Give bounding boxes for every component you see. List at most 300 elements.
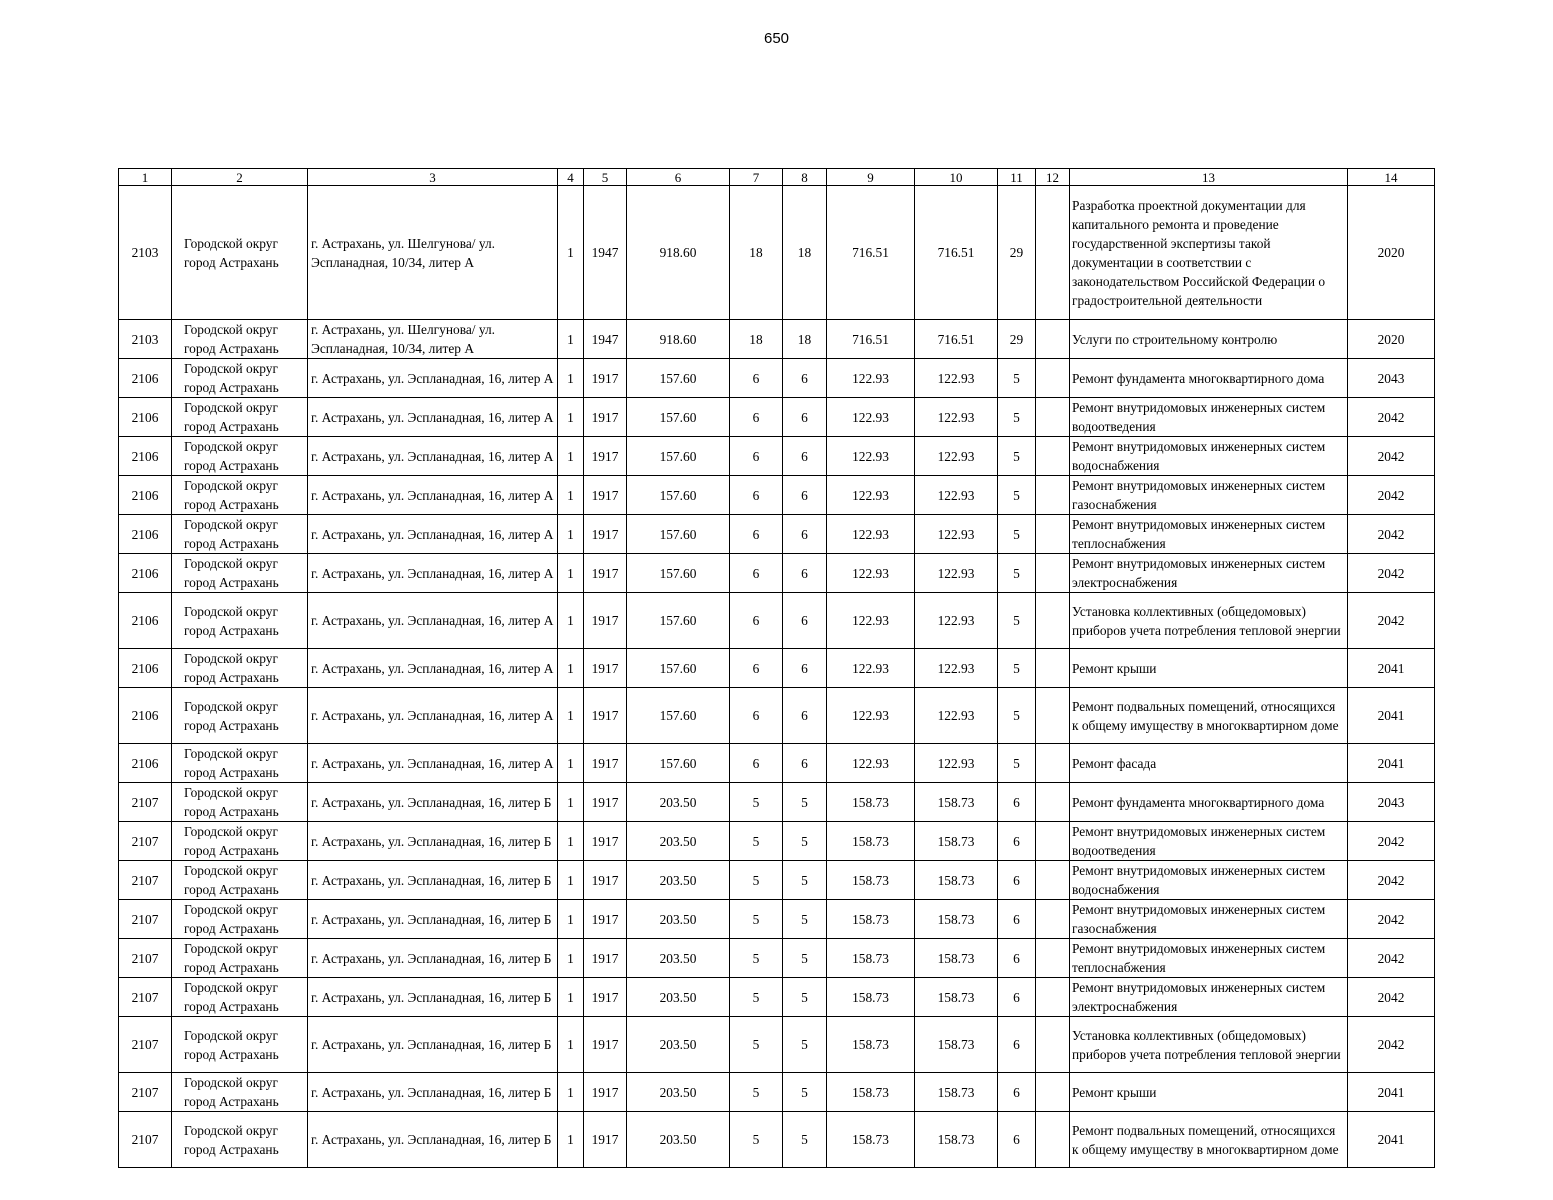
col7-cell: 6 bbox=[730, 437, 783, 476]
total-area-cell: 157.60 bbox=[627, 476, 730, 515]
work-type-cell: Ремонт фасада bbox=[1070, 744, 1348, 783]
col8-cell: 6 bbox=[783, 437, 827, 476]
col8-cell: 6 bbox=[783, 398, 827, 437]
col4-cell: 1 bbox=[558, 688, 584, 744]
total-area-cell: 157.60 bbox=[627, 744, 730, 783]
col11-cell: 29 bbox=[998, 320, 1036, 359]
work-type-cell: Ремонт фундамента многоквартирного дома bbox=[1070, 359, 1348, 398]
col10-cell: 122.93 bbox=[915, 359, 998, 398]
col8-cell: 6 bbox=[783, 593, 827, 649]
table-row bbox=[119, 688, 1435, 744]
col12-cell bbox=[1036, 688, 1070, 744]
planned-year-cell: 2042 bbox=[1348, 593, 1435, 649]
col4-cell: 1 bbox=[558, 554, 584, 593]
col9-cell: 716.51 bbox=[827, 320, 915, 359]
table-row bbox=[119, 476, 1435, 515]
building-id-cell: 2107 bbox=[119, 900, 172, 939]
work-type-cell: Ремонт крыши bbox=[1070, 649, 1348, 688]
col10-cell: 122.93 bbox=[915, 398, 998, 437]
col11-cell: 6 bbox=[998, 1017, 1036, 1073]
table-row bbox=[119, 320, 1435, 359]
col4-cell: 1 bbox=[558, 1017, 584, 1073]
year-built-cell: 1917 bbox=[584, 744, 627, 783]
work-type-cell: Ремонт внутридомовых инженерных систем газоснабжения bbox=[1070, 900, 1348, 939]
col11-cell: 29 bbox=[998, 186, 1036, 320]
col10-cell: 158.73 bbox=[915, 939, 998, 978]
municipality-cell: Городской округ город Астрахань bbox=[172, 861, 308, 900]
table-row bbox=[119, 900, 1435, 939]
column-number-row bbox=[119, 169, 1435, 186]
col9-cell: 716.51 bbox=[827, 186, 915, 320]
col12-cell bbox=[1036, 476, 1070, 515]
total-area-cell: 203.50 bbox=[627, 783, 730, 822]
col9-cell: 122.93 bbox=[827, 398, 915, 437]
year-built-cell: 1947 bbox=[584, 186, 627, 320]
address-cell: г. Астрахань, ул. Эспланадная, 16, литер А bbox=[308, 515, 558, 554]
col8-cell: 5 bbox=[783, 1017, 827, 1073]
table-row bbox=[119, 861, 1435, 900]
column-header: 10 bbox=[915, 169, 998, 186]
planned-year-cell: 2042 bbox=[1348, 554, 1435, 593]
col11-cell: 5 bbox=[998, 593, 1036, 649]
col4-cell: 1 bbox=[558, 1073, 584, 1112]
col9-cell: 158.73 bbox=[827, 861, 915, 900]
year-built-cell: 1917 bbox=[584, 939, 627, 978]
col12-cell bbox=[1036, 554, 1070, 593]
column-header: 13 bbox=[1070, 169, 1348, 186]
col7-cell: 18 bbox=[730, 186, 783, 320]
col7-cell: 6 bbox=[730, 688, 783, 744]
col10-cell: 158.73 bbox=[915, 822, 998, 861]
col11-cell: 6 bbox=[998, 1073, 1036, 1112]
col10-cell: 122.93 bbox=[915, 554, 998, 593]
col10-cell: 158.73 bbox=[915, 1017, 998, 1073]
col8-cell: 5 bbox=[783, 1073, 827, 1112]
year-built-cell: 1917 bbox=[584, 783, 627, 822]
year-built-cell: 1917 bbox=[584, 515, 627, 554]
col4-cell: 1 bbox=[558, 861, 584, 900]
col9-cell: 158.73 bbox=[827, 978, 915, 1017]
municipality-cell: Городской округ город Астрахань bbox=[172, 398, 308, 437]
col7-cell: 6 bbox=[730, 554, 783, 593]
municipality-cell: Городской округ город Астрахань bbox=[172, 320, 308, 359]
planned-year-cell: 2042 bbox=[1348, 1017, 1435, 1073]
planned-year-cell: 2042 bbox=[1348, 437, 1435, 476]
work-type-cell: Ремонт внутридомовых инженерных систем водоснабжения bbox=[1070, 861, 1348, 900]
col9-cell: 122.93 bbox=[827, 688, 915, 744]
work-type-cell: Ремонт внутридомовых инженерных систем водоснабжения bbox=[1070, 437, 1348, 476]
table-row bbox=[119, 744, 1435, 783]
column-header: 1 bbox=[119, 169, 172, 186]
col4-cell: 1 bbox=[558, 939, 584, 978]
total-area-cell: 157.60 bbox=[627, 593, 730, 649]
municipality-cell: Городской округ город Астрахань bbox=[172, 744, 308, 783]
col8-cell: 6 bbox=[783, 359, 827, 398]
col12-cell bbox=[1036, 978, 1070, 1017]
total-area-cell: 203.50 bbox=[627, 861, 730, 900]
work-type-cell: Ремонт внутридомовых инженерных систем электроснабжения bbox=[1070, 554, 1348, 593]
col12-cell bbox=[1036, 1017, 1070, 1073]
column-header: 2 bbox=[172, 169, 308, 186]
total-area-cell: 203.50 bbox=[627, 822, 730, 861]
work-type-cell: Ремонт внутридомовых инженерных систем водоотведения bbox=[1070, 398, 1348, 437]
col10-cell: 716.51 bbox=[915, 320, 998, 359]
col8-cell: 5 bbox=[783, 939, 827, 978]
total-area-cell: 203.50 bbox=[627, 1017, 730, 1073]
total-area-cell: 157.60 bbox=[627, 398, 730, 437]
address-cell: г. Астрахань, ул. Эспланадная, 16, литер А bbox=[308, 688, 558, 744]
col7-cell: 5 bbox=[730, 1017, 783, 1073]
col9-cell: 158.73 bbox=[827, 900, 915, 939]
year-built-cell: 1917 bbox=[584, 900, 627, 939]
col4-cell: 1 bbox=[558, 978, 584, 1017]
col8-cell: 18 bbox=[783, 320, 827, 359]
work-type-cell: Ремонт подвальных помещений, относящихся к общему имуществу в многоквартирном доме bbox=[1070, 688, 1348, 744]
year-built-cell: 1917 bbox=[584, 437, 627, 476]
work-type-cell: Ремонт внутридомовых инженерных систем водоотведения bbox=[1070, 822, 1348, 861]
municipality-cell: Городской округ город Астрахань bbox=[172, 476, 308, 515]
table-row bbox=[119, 1112, 1435, 1168]
col12-cell bbox=[1036, 744, 1070, 783]
municipality-cell: Городской округ город Астрахань bbox=[172, 649, 308, 688]
planned-year-cell: 2041 bbox=[1348, 1073, 1435, 1112]
repair-program-table bbox=[118, 168, 1435, 1168]
col7-cell: 6 bbox=[730, 649, 783, 688]
col11-cell: 5 bbox=[998, 437, 1036, 476]
planned-year-cell: 2042 bbox=[1348, 398, 1435, 437]
col11-cell: 5 bbox=[998, 688, 1036, 744]
table-row bbox=[119, 554, 1435, 593]
building-id-cell: 2107 bbox=[119, 861, 172, 900]
col4-cell: 1 bbox=[558, 822, 584, 861]
total-area-cell: 157.60 bbox=[627, 688, 730, 744]
col9-cell: 122.93 bbox=[827, 744, 915, 783]
municipality-cell: Городской округ город Астрахань bbox=[172, 939, 308, 978]
municipality-cell: Городской округ город Астрахань bbox=[172, 1112, 308, 1168]
col9-cell: 158.73 bbox=[827, 822, 915, 861]
col4-cell: 1 bbox=[558, 437, 584, 476]
municipality-cell: Городской округ город Астрахань bbox=[172, 900, 308, 939]
col8-cell: 6 bbox=[783, 554, 827, 593]
work-type-cell: Ремонт внутридомовых инженерных систем теплоснабжения bbox=[1070, 515, 1348, 554]
planned-year-cell: 2041 bbox=[1348, 744, 1435, 783]
col4-cell: 1 bbox=[558, 900, 584, 939]
year-built-cell: 1917 bbox=[584, 1073, 627, 1112]
planned-year-cell: 2042 bbox=[1348, 515, 1435, 554]
building-id-cell: 2106 bbox=[119, 688, 172, 744]
col12-cell bbox=[1036, 861, 1070, 900]
col11-cell: 5 bbox=[998, 744, 1036, 783]
planned-year-cell: 2042 bbox=[1348, 900, 1435, 939]
col12-cell bbox=[1036, 1112, 1070, 1168]
municipality-cell: Городской округ город Астрахань bbox=[172, 515, 308, 554]
table-row bbox=[119, 822, 1435, 861]
column-header: 3 bbox=[308, 169, 558, 186]
planned-year-cell: 2041 bbox=[1348, 1112, 1435, 1168]
col7-cell: 6 bbox=[730, 593, 783, 649]
address-cell: г. Астрахань, ул. Эспланадная, 16, литер Б bbox=[308, 1112, 558, 1168]
col4-cell: 1 bbox=[558, 515, 584, 554]
address-cell: г. Астрахань, ул. Эспланадная, 16, литер А bbox=[308, 437, 558, 476]
column-header: 11 bbox=[998, 169, 1036, 186]
col7-cell: 5 bbox=[730, 1112, 783, 1168]
column-header: 5 bbox=[584, 169, 627, 186]
col10-cell: 158.73 bbox=[915, 783, 998, 822]
col8-cell: 5 bbox=[783, 822, 827, 861]
municipality-cell: Городской округ город Астрахань bbox=[172, 437, 308, 476]
work-type-cell: Установка коллективных (общедомовых) приборов учета потребления тепловой энергии bbox=[1070, 593, 1348, 649]
col8-cell: 6 bbox=[783, 476, 827, 515]
table-row bbox=[119, 939, 1435, 978]
year-built-cell: 1917 bbox=[584, 593, 627, 649]
table-row bbox=[119, 1017, 1435, 1073]
building-id-cell: 2107 bbox=[119, 1017, 172, 1073]
col7-cell: 5 bbox=[730, 978, 783, 1017]
building-id-cell: 2107 bbox=[119, 939, 172, 978]
col11-cell: 6 bbox=[998, 861, 1036, 900]
address-cell: г. Астрахань, ул. Эспланадная, 16, литер А bbox=[308, 359, 558, 398]
address-cell: г. Астрахань, ул. Эспланадная, 16, литер Б bbox=[308, 783, 558, 822]
col8-cell: 6 bbox=[783, 688, 827, 744]
col4-cell: 1 bbox=[558, 744, 584, 783]
total-area-cell: 203.50 bbox=[627, 978, 730, 1017]
column-header: 9 bbox=[827, 169, 915, 186]
building-id-cell: 2106 bbox=[119, 593, 172, 649]
col8-cell: 6 bbox=[783, 744, 827, 783]
work-type-cell: Ремонт внутридомовых инженерных систем газоснабжения bbox=[1070, 476, 1348, 515]
col12-cell bbox=[1036, 649, 1070, 688]
work-type-cell: Установка коллективных (общедомовых) приборов учета потребления тепловой энергии bbox=[1070, 1017, 1348, 1073]
column-header: 8 bbox=[783, 169, 827, 186]
col4-cell: 1 bbox=[558, 649, 584, 688]
planned-year-cell: 2020 bbox=[1348, 320, 1435, 359]
address-cell: г. Астрахань, ул. Эспланадная, 16, литер А bbox=[308, 554, 558, 593]
col9-cell: 158.73 bbox=[827, 783, 915, 822]
table-row bbox=[119, 186, 1435, 320]
col9-cell: 122.93 bbox=[827, 593, 915, 649]
work-type-cell: Услуги по строительному контролю bbox=[1070, 320, 1348, 359]
col7-cell: 6 bbox=[730, 744, 783, 783]
year-built-cell: 1917 bbox=[584, 1017, 627, 1073]
col12-cell bbox=[1036, 398, 1070, 437]
municipality-cell: Городской округ город Астрахань bbox=[172, 978, 308, 1017]
col9-cell: 158.73 bbox=[827, 939, 915, 978]
municipality-cell: Городской округ город Астрахань bbox=[172, 783, 308, 822]
total-area-cell: 918.60 bbox=[627, 186, 730, 320]
col4-cell: 1 bbox=[558, 320, 584, 359]
col12-cell bbox=[1036, 437, 1070, 476]
building-id-cell: 2107 bbox=[119, 783, 172, 822]
total-area-cell: 203.50 bbox=[627, 1112, 730, 1168]
year-built-cell: 1917 bbox=[584, 861, 627, 900]
col9-cell: 158.73 bbox=[827, 1017, 915, 1073]
planned-year-cell: 2020 bbox=[1348, 186, 1435, 320]
col4-cell: 1 bbox=[558, 186, 584, 320]
year-built-cell: 1947 bbox=[584, 320, 627, 359]
work-type-cell: Разработка проектной документации для капитального ремонта и проведение государственной экспертизы такой документации в соответствии с законодательством Российской Федерации о градостроительной деятельности bbox=[1070, 186, 1348, 320]
col9-cell: 122.93 bbox=[827, 649, 915, 688]
col12-cell bbox=[1036, 359, 1070, 398]
col12-cell bbox=[1036, 515, 1070, 554]
work-type-cell: Ремонт внутридомовых инженерных систем теплоснабжения bbox=[1070, 939, 1348, 978]
column-header: 4 bbox=[558, 169, 584, 186]
year-built-cell: 1917 bbox=[584, 649, 627, 688]
col7-cell: 6 bbox=[730, 515, 783, 554]
work-type-cell: Ремонт крыши bbox=[1070, 1073, 1348, 1112]
col7-cell: 5 bbox=[730, 900, 783, 939]
total-area-cell: 157.60 bbox=[627, 554, 730, 593]
col7-cell: 5 bbox=[730, 1073, 783, 1112]
total-area-cell: 157.60 bbox=[627, 515, 730, 554]
total-area-cell: 157.60 bbox=[627, 649, 730, 688]
col11-cell: 5 bbox=[998, 398, 1036, 437]
col11-cell: 6 bbox=[998, 900, 1036, 939]
col9-cell: 122.93 bbox=[827, 359, 915, 398]
col10-cell: 122.93 bbox=[915, 688, 998, 744]
total-area-cell: 203.50 bbox=[627, 939, 730, 978]
year-built-cell: 1917 bbox=[584, 476, 627, 515]
col9-cell: 158.73 bbox=[827, 1112, 915, 1168]
year-built-cell: 1917 bbox=[584, 688, 627, 744]
building-id-cell: 2107 bbox=[119, 1112, 172, 1168]
building-id-cell: 2103 bbox=[119, 320, 172, 359]
address-cell: г. Астрахань, ул. Эспланадная, 16, литер Б bbox=[308, 978, 558, 1017]
col8-cell: 5 bbox=[783, 978, 827, 1017]
year-built-cell: 1917 bbox=[584, 1112, 627, 1168]
column-header: 12 bbox=[1036, 169, 1070, 186]
table-row bbox=[119, 359, 1435, 398]
address-cell: г. Астрахань, ул. Эспланадная, 16, литер А bbox=[308, 476, 558, 515]
building-id-cell: 2106 bbox=[119, 398, 172, 437]
col12-cell bbox=[1036, 900, 1070, 939]
total-area-cell: 157.60 bbox=[627, 359, 730, 398]
col7-cell: 5 bbox=[730, 783, 783, 822]
municipality-cell: Городской округ город Астрахань bbox=[172, 822, 308, 861]
col10-cell: 158.73 bbox=[915, 978, 998, 1017]
col4-cell: 1 bbox=[558, 398, 584, 437]
col4-cell: 1 bbox=[558, 359, 584, 398]
building-id-cell: 2106 bbox=[119, 744, 172, 783]
municipality-cell: Городской округ город Астрахань bbox=[172, 1073, 308, 1112]
table-body bbox=[119, 186, 1435, 1168]
col11-cell: 6 bbox=[998, 783, 1036, 822]
col7-cell: 6 bbox=[730, 359, 783, 398]
total-area-cell: 918.60 bbox=[627, 320, 730, 359]
col8-cell: 18 bbox=[783, 186, 827, 320]
table-row bbox=[119, 978, 1435, 1017]
col11-cell: 5 bbox=[998, 649, 1036, 688]
column-header: 14 bbox=[1348, 169, 1435, 186]
municipality-cell: Городской округ город Астрахань bbox=[172, 186, 308, 320]
year-built-cell: 1917 bbox=[584, 398, 627, 437]
building-id-cell: 2106 bbox=[119, 476, 172, 515]
planned-year-cell: 2043 bbox=[1348, 783, 1435, 822]
col8-cell: 6 bbox=[783, 515, 827, 554]
address-cell: г. Астрахань, ул. Эспланадная, 16, литер Б bbox=[308, 900, 558, 939]
col11-cell: 5 bbox=[998, 554, 1036, 593]
year-built-cell: 1917 bbox=[584, 822, 627, 861]
table-row bbox=[119, 437, 1435, 476]
address-cell: г. Астрахань, ул. Эспланадная, 16, литер Б bbox=[308, 1017, 558, 1073]
col12-cell bbox=[1036, 1073, 1070, 1112]
planned-year-cell: 2041 bbox=[1348, 649, 1435, 688]
address-cell: г. Астрахань, ул. Эспланадная, 16, литер Б bbox=[308, 861, 558, 900]
planned-year-cell: 2042 bbox=[1348, 939, 1435, 978]
col10-cell: 158.73 bbox=[915, 1112, 998, 1168]
page-number: 650 bbox=[763, 30, 790, 47]
table-row bbox=[119, 593, 1435, 649]
work-type-cell: Ремонт подвальных помещений, относящихся к общему имуществу в многоквартирном доме bbox=[1070, 1112, 1348, 1168]
address-cell: г. Астрахань, ул. Эспланадная, 16, литер А bbox=[308, 744, 558, 783]
col7-cell: 6 bbox=[730, 476, 783, 515]
address-cell: г. Астрахань, ул. Эспланадная, 16, литер А bbox=[308, 649, 558, 688]
col12-cell bbox=[1036, 822, 1070, 861]
col12-cell bbox=[1036, 783, 1070, 822]
address-cell: г. Астрахань, ул. Эспланадная, 16, литер Б bbox=[308, 822, 558, 861]
table-row bbox=[119, 515, 1435, 554]
col8-cell: 5 bbox=[783, 783, 827, 822]
col10-cell: 122.93 bbox=[915, 476, 998, 515]
planned-year-cell: 2043 bbox=[1348, 359, 1435, 398]
col11-cell: 5 bbox=[998, 515, 1036, 554]
total-area-cell: 203.50 bbox=[627, 1073, 730, 1112]
col7-cell: 5 bbox=[730, 861, 783, 900]
building-id-cell: 2107 bbox=[119, 1073, 172, 1112]
col12-cell bbox=[1036, 320, 1070, 359]
col11-cell: 5 bbox=[998, 476, 1036, 515]
col7-cell: 18 bbox=[730, 320, 783, 359]
planned-year-cell: 2042 bbox=[1348, 978, 1435, 1017]
col10-cell: 122.93 bbox=[915, 593, 998, 649]
col8-cell: 6 bbox=[783, 649, 827, 688]
col8-cell: 5 bbox=[783, 900, 827, 939]
col4-cell: 1 bbox=[558, 1112, 584, 1168]
building-id-cell: 2106 bbox=[119, 554, 172, 593]
address-cell: г. Астрахань, ул. Эспланадная, 16, литер А bbox=[308, 593, 558, 649]
table-row bbox=[119, 649, 1435, 688]
year-built-cell: 1917 bbox=[584, 554, 627, 593]
col11-cell: 6 bbox=[998, 939, 1036, 978]
planned-year-cell: 2041 bbox=[1348, 688, 1435, 744]
col10-cell: 158.73 bbox=[915, 1073, 998, 1112]
address-cell: г. Астрахань, ул. Шелгунова/ ул. Эспланадная, 10/34, литер А bbox=[308, 320, 558, 359]
municipality-cell: Городской округ город Астрахань bbox=[172, 1017, 308, 1073]
address-cell: г. Астрахань, ул. Эспланадная, 16, литер Б bbox=[308, 1073, 558, 1112]
table-row bbox=[119, 1073, 1435, 1112]
col9-cell: 122.93 bbox=[827, 554, 915, 593]
municipality-cell: Городской округ город Астрахань bbox=[172, 593, 308, 649]
total-area-cell: 203.50 bbox=[627, 900, 730, 939]
address-cell: г. Астрахань, ул. Эспланадная, 16, литер А bbox=[308, 398, 558, 437]
table-row bbox=[119, 398, 1435, 437]
building-id-cell: 2106 bbox=[119, 649, 172, 688]
address-cell: г. Астрахань, ул. Шелгунова/ ул. Эспланадная, 10/34, литер А bbox=[308, 186, 558, 320]
building-id-cell: 2106 bbox=[119, 515, 172, 554]
col9-cell: 122.93 bbox=[827, 476, 915, 515]
col10-cell: 716.51 bbox=[915, 186, 998, 320]
col9-cell: 122.93 bbox=[827, 515, 915, 554]
work-type-cell: Ремонт внутридомовых инженерных систем электроснабжения bbox=[1070, 978, 1348, 1017]
col4-cell: 1 bbox=[558, 593, 584, 649]
planned-year-cell: 2042 bbox=[1348, 822, 1435, 861]
col4-cell: 1 bbox=[558, 476, 584, 515]
building-id-cell: 2106 bbox=[119, 359, 172, 398]
municipality-cell: Городской округ город Астрахань bbox=[172, 359, 308, 398]
col10-cell: 122.93 bbox=[915, 515, 998, 554]
planned-year-cell: 2042 bbox=[1348, 476, 1435, 515]
column-header: 6 bbox=[627, 169, 730, 186]
municipality-cell: Городской округ город Астрахань bbox=[172, 554, 308, 593]
